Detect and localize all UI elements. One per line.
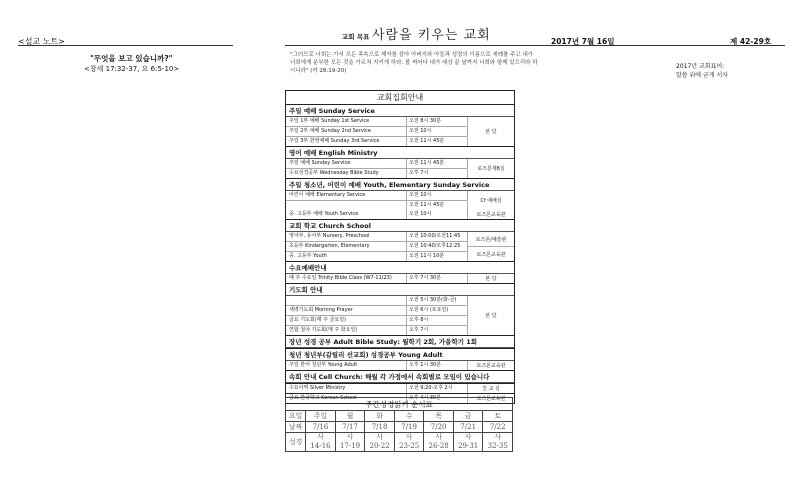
service-row xyxy=(286,210,467,219)
service-name: 중. 고등부 Youth xyxy=(289,253,327,259)
reading-chapter-cell xyxy=(335,433,365,452)
place-label: 본 당 xyxy=(485,313,497,319)
reading-day: 화 xyxy=(365,411,395,422)
section-group xyxy=(286,296,514,335)
service-name: 주일 예배 Sunday Service xyxy=(289,160,351,166)
reading-days-row xyxy=(286,411,513,422)
section-group xyxy=(286,274,514,283)
service-name: 주일 한어 청년부 Young Adult xyxy=(289,362,358,368)
reading-chapters: 17-19 xyxy=(339,442,361,450)
reading-table-title: 주간성경읽기 순서표 xyxy=(286,398,513,411)
reading-book: 사 xyxy=(464,433,472,441)
service-name: 초등부 Kindergarten, Elementary xyxy=(289,243,370,249)
reading-row-label: 날짜 xyxy=(286,422,306,433)
service-name: 어린이 예배 Elementary Service xyxy=(289,192,366,198)
place-label: 로즈몬제8실 xyxy=(477,166,505,172)
service-name: 금요 기도회(매 주 금요일) xyxy=(289,317,346,323)
sermon-note-label: <설교 노트> xyxy=(18,37,65,46)
reading-date: 7/21 xyxy=(453,422,483,433)
service-info-table xyxy=(285,90,515,404)
reading-chapters-row xyxy=(286,433,513,452)
service-name xyxy=(286,296,406,305)
section-group xyxy=(286,117,514,146)
service-place xyxy=(467,296,514,335)
church-goal-label: 교회 목표 xyxy=(342,33,370,41)
service-time: 오전 6시 (토요일) xyxy=(406,306,467,315)
section-group xyxy=(286,361,514,370)
service-name: 새벽기도회 Morning Prayer xyxy=(289,307,353,313)
reading-day: 수 xyxy=(394,411,424,422)
service-name: 매 주 수요일 Trinity Bible Class (W7-11/23) xyxy=(289,275,392,281)
section-group xyxy=(286,191,514,210)
service-row xyxy=(286,274,467,283)
service-time: 오전 5시 30분(화-금) xyxy=(406,296,467,305)
service-row xyxy=(286,191,467,200)
reading-chapter-cell xyxy=(483,433,513,452)
reading-day: 목 xyxy=(424,411,454,422)
service-row xyxy=(286,361,467,370)
service-name: 주일 2부 예배 Sunday 2nd Service xyxy=(289,128,371,134)
place-label: 로즈몬교육관 xyxy=(468,246,514,261)
place-label: 로즈몬교육관 xyxy=(476,396,506,402)
reading-chapters: 14-16 xyxy=(310,442,331,450)
place-label: 본 당 xyxy=(485,276,497,282)
service-name: 주일 1부 예배 Sunday 1st Service xyxy=(289,118,370,124)
reading-date: 7/20 xyxy=(424,422,454,433)
reading-book: 사 xyxy=(346,433,354,441)
section-heading: 장년 성경 공부 Adult Bible Study: 월학기 2회, 가을학기 1회 xyxy=(286,336,514,348)
reading-chapter-cell xyxy=(365,433,395,452)
reading-chapter-cell xyxy=(453,433,483,452)
reading-row-label: 성경 xyxy=(286,433,306,452)
service-place xyxy=(467,232,514,261)
service-row xyxy=(286,384,467,393)
sermon-divider xyxy=(18,45,233,46)
place-label: 로즈몬/예술관 xyxy=(475,236,507,243)
section-rows xyxy=(286,232,467,261)
reading-book: 사 xyxy=(317,433,324,441)
service-row xyxy=(286,159,467,168)
reading-chapter-cell xyxy=(394,433,424,452)
service-section xyxy=(286,371,514,384)
section-heading: 수요예배안내 xyxy=(286,262,514,274)
service-time: 오후 4시 30분 xyxy=(406,394,467,403)
place-label: 친 교 실 xyxy=(482,386,500,392)
reading-date: 7/16 xyxy=(306,422,336,433)
service-place xyxy=(467,191,514,210)
service-row xyxy=(286,126,467,136)
service-section xyxy=(286,262,514,284)
service-section xyxy=(286,384,514,394)
service-place xyxy=(467,210,514,219)
reading-book: 사 xyxy=(494,433,502,441)
service-time: 오전 10:00/오전11:45 xyxy=(406,232,467,241)
service-info-body xyxy=(286,105,514,403)
service-name: 수요성경공부 Wednesday Bible Study xyxy=(289,170,379,176)
reading-date: 7/22 xyxy=(483,422,513,433)
reading-chapters: 32-35 xyxy=(487,442,508,450)
reading-dates-row xyxy=(286,422,513,433)
reading-row-label: 요일 xyxy=(286,411,306,422)
service-place xyxy=(467,117,514,146)
section-heading: 교회 학교 Church School xyxy=(286,220,514,232)
service-row xyxy=(286,325,467,335)
service-row xyxy=(286,200,467,210)
service-time: 오후 7시 xyxy=(406,169,467,178)
place-label: 로즈몬교육관 xyxy=(476,363,506,369)
service-name: 금요 한국학교 Korean School xyxy=(289,395,357,401)
section-rows xyxy=(286,361,467,370)
section-rows xyxy=(286,117,467,146)
service-name: 주일 3부 한영예배 Sunday 3rd Service xyxy=(289,138,380,144)
bulletin-date: 2017년 7월 16일 xyxy=(551,37,615,46)
service-info-title: 교회집회안내 xyxy=(286,91,514,105)
reading-date: 7/18 xyxy=(365,422,395,433)
service-row xyxy=(286,251,467,261)
service-section xyxy=(286,284,514,336)
reading-chapters: 29-31 xyxy=(458,442,479,450)
reading-chapter-cell xyxy=(306,433,336,452)
service-place xyxy=(467,361,514,370)
service-time: 오전 10시 xyxy=(406,210,467,219)
section-rows xyxy=(286,191,467,210)
service-row xyxy=(286,232,467,241)
section-heading: 영어 예배 English Ministry xyxy=(286,147,514,159)
page-title: 사람을 키우는 교회 xyxy=(372,28,491,43)
service-name: 중. 고등부 예배 Youth Service xyxy=(289,211,359,217)
section-rows xyxy=(286,210,467,219)
service-time: 오전 11시 45분 xyxy=(406,159,467,168)
section-heading: 기도회 안내 xyxy=(286,284,514,296)
service-row xyxy=(286,136,467,146)
service-section xyxy=(286,105,514,147)
service-section xyxy=(286,336,514,349)
reading-book: 사 xyxy=(435,433,443,441)
service-time: 오전 10시 xyxy=(406,127,467,136)
header-divider xyxy=(285,45,785,46)
service-time: 오전 10시 xyxy=(406,191,467,200)
year-motto: 말씀 위에 굳게 서자 xyxy=(676,72,729,79)
section-heading: 주일 예배 Sunday Service xyxy=(286,105,514,117)
service-time: 오후 7시 30분 xyxy=(406,274,467,283)
service-time: 오전 11시 45분 xyxy=(406,137,467,146)
service-name: 수요사역 Silver Ministry xyxy=(289,385,346,391)
service-time: 오전 9:20-오후 2시 xyxy=(406,384,467,393)
section-rows xyxy=(286,296,467,335)
service-section xyxy=(286,220,514,262)
reading-date: 7/19 xyxy=(394,422,424,433)
issue-number: 제 42-29호 xyxy=(730,37,772,46)
service-row xyxy=(286,315,467,325)
service-row xyxy=(286,168,467,178)
service-row xyxy=(286,117,467,126)
service-name: 영아부, 유아부 Nursery, Preschool xyxy=(289,233,370,239)
reading-date: 7/17 xyxy=(335,422,365,433)
section-heading: 주일 청소년, 어린이 예배 Youth, Elementary Sunday Service xyxy=(286,179,514,191)
service-section xyxy=(286,349,514,371)
section-heading: 청년 청년부(갈릴리 선교회) 성경공부 Young Adult xyxy=(286,349,514,361)
place-label: 본 당 xyxy=(485,129,497,135)
reading-day: 월 xyxy=(335,411,365,422)
sermon-title: "무엇을 보고 있습니까?" xyxy=(90,54,173,63)
service-section xyxy=(286,147,514,179)
service-place xyxy=(467,159,514,178)
reading-book: 사 xyxy=(405,433,413,441)
service-row xyxy=(286,305,467,315)
service-place xyxy=(467,384,514,393)
reading-book: 사 xyxy=(376,433,383,441)
place-label: 로즈몬교육관 xyxy=(476,212,506,218)
theme-verse: "그러므로 너희는 가서 모든 족속으로 제자를 삼아 아버지와 아들과 성령의 이름으로 세례를 주고 내가 너희에게 분부한 모든 것을 가르쳐 지키게 하라. 볼 찌어다 내가 세상 끝 날까지 너희와 항께 있으리라 하시니라" (마 28:19-20) xyxy=(290,52,538,74)
service-row xyxy=(286,241,467,251)
bible-reading-table xyxy=(285,397,513,452)
section-group xyxy=(286,159,514,178)
reading-chapters: 23-25 xyxy=(399,442,420,450)
service-name: 연합 철야 기도회(매 주 화요일) xyxy=(289,327,358,333)
reading-chapter-cell xyxy=(424,433,454,452)
service-time: 오전 8시 30분 xyxy=(406,117,467,126)
reading-chapters: 20-22 xyxy=(369,442,390,450)
sermon-scripture-ref: <창세 17:32-37, 요 6:5-10> xyxy=(84,65,180,73)
service-time: 오전 11시 10분 xyxy=(406,252,467,261)
section-rows xyxy=(286,159,467,178)
section-rows xyxy=(286,384,467,393)
service-time: 오후 8시 xyxy=(406,316,467,325)
section-rows xyxy=(286,274,467,283)
section-group xyxy=(286,232,514,261)
service-name xyxy=(286,201,406,210)
service-time: 오전 10:40/오후12:25 xyxy=(406,242,467,251)
reading-day: 금 xyxy=(453,411,483,422)
service-section xyxy=(286,179,514,220)
reading-day: 주일 xyxy=(306,411,336,422)
service-time: 오후 7시 xyxy=(406,326,467,335)
section-group xyxy=(286,384,514,393)
place-label: Cf 예배실 xyxy=(480,198,502,204)
section-group xyxy=(286,210,514,219)
year-motto-label: 2017년 교회표어: xyxy=(676,63,725,70)
reading-chapters: 26-28 xyxy=(428,442,449,450)
service-row xyxy=(286,296,467,305)
service-time: 오후 1시 30분 xyxy=(406,361,467,370)
service-place xyxy=(467,274,514,283)
service-time: 오전 11시 45분 xyxy=(406,201,467,210)
reading-day: 토 xyxy=(483,411,513,422)
section-heading: 속회 안내 Cell Church: 해월 각 가정에서 속회별로 모임이 있습니다 xyxy=(286,371,514,383)
